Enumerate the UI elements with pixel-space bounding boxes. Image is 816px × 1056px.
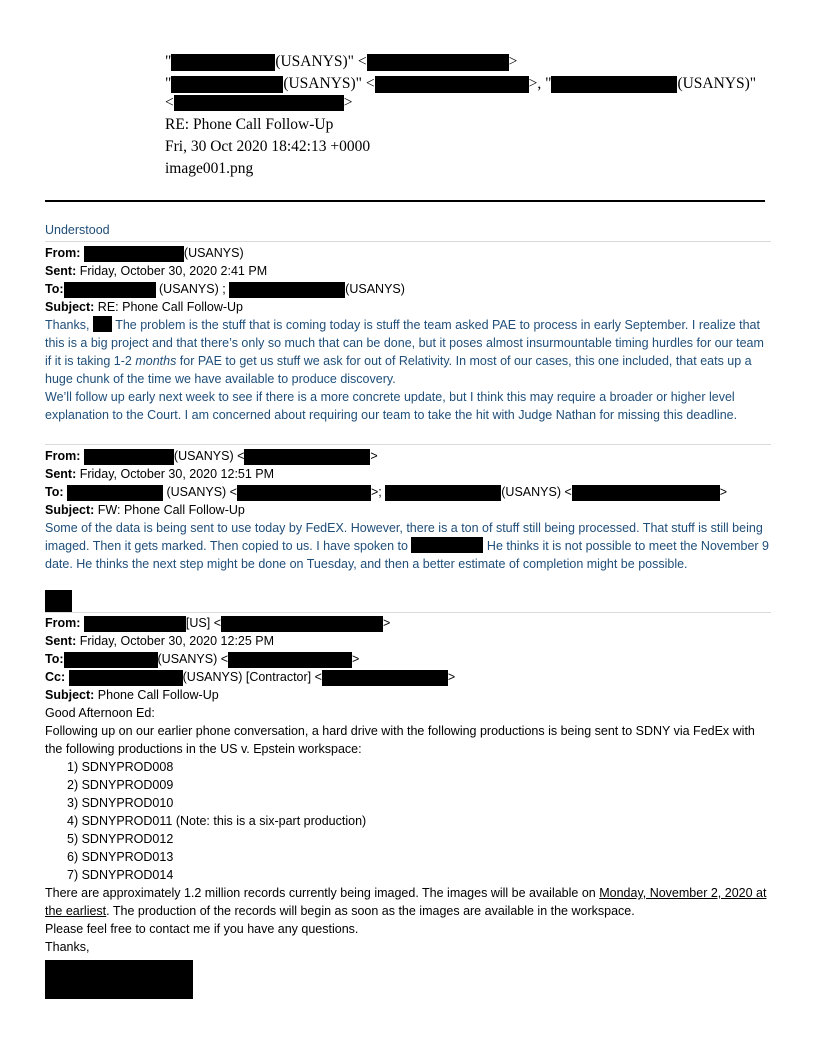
msg3-sent: Sent: Friday, October 30, 2020 12:25 PM: [45, 634, 275, 648]
redaction-block: [375, 76, 529, 93]
message-separator: [45, 612, 771, 613]
msg1-body-p2: We’ll follow up early next week to see if there is a more concrete update, but I think this may require a broader or higher level explanation to the Court. I am concerned about requiring our team to take the hit with Judge Nathan for missing this deadline.: [45, 390, 738, 422]
redaction-block: [84, 449, 174, 465]
list-item: 3) SDNYPROD010: [67, 796, 174, 810]
msg3-records: There are approximately 1.2 million records currently being imaged. The images will be available on Monday, November 2, 2020 at the earliest. The production of the records will begin as soon as the images are available in the workspace.: [45, 886, 767, 918]
msg1-subject: Subject: RE: Phone Call Follow-Up: [45, 300, 243, 314]
message-separator: [45, 241, 771, 242]
redaction-block: [367, 54, 509, 71]
redacted-signature: [45, 590, 72, 612]
msg3-signoff: Thanks,: [45, 940, 90, 954]
redaction-block: [84, 616, 186, 632]
header-subject: RE: Phone Call Follow-Up: [165, 116, 334, 133]
header-inline-images: image001.png: [165, 160, 254, 177]
msg1-from: From: (USANYS): [45, 246, 244, 260]
redaction-block: [244, 449, 370, 465]
redaction-block: [67, 485, 163, 501]
redaction-block: [84, 246, 184, 262]
msg1-sent: Sent: Friday, October 30, 2020 2:41 PM: [45, 264, 268, 278]
msg3-subject: Subject: Phone Call Follow-Up: [45, 688, 219, 702]
msg3-to: To: (USANYS) < >: [45, 652, 360, 666]
redaction-block: [171, 54, 275, 71]
redaction-block: [229, 282, 345, 298]
msg3-cc: Cc: (USANYS) [Contractor] < >: [45, 670, 456, 684]
msg3-intro: Following up on our earlier phone conversation, a hard drive with the following productions is being sent to SDNY via FedEx with the following productions in the US v. Epstein workspace:: [45, 724, 755, 756]
msg2-from: From: (USANYS) < >: [45, 449, 378, 463]
redaction-block: [174, 95, 344, 111]
list-item: 4) SDNYPROD011 (Note: this is a six-part production): [67, 814, 367, 828]
msg1-body-p1: Thanks, The problem is the stuff that is coming today is stuff the team asked PAE to process in early September. I realize that this is a big project and that there’s only so much that can be done, but it poses almost insurmountable timing hurdles for our team if it is taking 1-2 months for PAE to get us stuff we ask for out of Relativity. In most of our cases, this one included, that eats up a huge chunk of the time we have available to produce discovery.: [45, 318, 764, 386]
list-item: 2) SDNYPROD009: [67, 778, 174, 792]
redaction-block: [228, 652, 352, 668]
message-separator: [45, 444, 771, 445]
production-list: [67, 758, 366, 884]
list-item: 7) SDNYPROD014: [67, 868, 174, 882]
msg3-from: From: [US] < >: [45, 616, 391, 630]
redaction-block: [221, 616, 383, 632]
redacted-signature: [45, 960, 193, 999]
list-item: 5) SDNYPROD012: [67, 832, 174, 846]
msg2-body: Some of the data is being sent to use today by FedEX. However, there is a ton of stuff still being processed. That stuff is still being imaged. Then it gets marked. Then copied to us. I have spoken to He thinks it is not possible to meet the November 9 date. He thinks the next step might be done on Tuesday, and then a better estimate of completion might be possible.: [45, 521, 770, 571]
msg3-greeting: Good Afternoon Ed:: [45, 706, 155, 720]
header-date: Fri, 30 Oct 2020 18:42:13 +0000: [165, 138, 371, 155]
redaction-block: [93, 316, 112, 332]
redaction-block: [69, 670, 183, 686]
redaction-block: [64, 282, 156, 298]
list-item: 6) SDNYPROD013: [67, 850, 174, 864]
msg2-subject: Subject: FW: Phone Call Follow-Up: [45, 503, 245, 517]
redaction-block: [572, 485, 720, 501]
redaction-link[interactable]: [322, 670, 448, 686]
msg3-contact: Please feel free to contact me if you have any questions.: [45, 922, 359, 936]
redaction-block: [385, 485, 501, 501]
reply-text: Understood: [45, 223, 110, 237]
redaction-block: [237, 485, 371, 501]
document-page: " (USANYS)" < > " (USANYS)" < >, " (USANYS)" < > RE: Phone Call Follow-Up Fri, 30 Oct 2020 18:42:13 +0000 image001.png Understood From: (USANYS) Sent: Friday, October 30, 2020 2:41 PM To: (USANYS) ; (USANYS) Subject: RE: Phone Call Follow-Up Thanks, The problem is the stuff that is coming today is stuff the team asked PAE to process in early September. I realize that this is a big project and that there’s only so much that can be done, but it poses almost insurmountable timing hurdles for our team if it is taking 1-2 months for PAE to get us stuff we ask for out of Relativity. In most of our cases, this one included, that eats up a huge chunk of the time we have available to produce discovery. We’ll follow up early next week to see if there is a more concrete update, but I think this may require a broader or higher level explanation to the Court. I am concerned about requiring our team to take the hit with Judge Nathan for missing this deadline. From: (USANYS) < > Sent: Friday, October 30, 2020 12:51 PM To: (USANYS) < >; (USANYS) < > Subject: FW: Phone Call Follow-Up Some of the data is being sent to use today by FedEX. However, there is a ton of stuff still being processed. That stuff is still being imaged. Then it gets marked. Then copied to us. I have spoken to He thinks it is not possible to meet the November 9 date. He thinks the next step might be done on Tuesday, and then a better estimate of completion might be possible. From: [US] < > Sent: Friday, October 30, 2020 12:25 PM To: (USANYS) < > Cc: (USANYS) [Contractor] < > Subject: Phone Call Follow-Up Good Afternoon Ed: Following up on our earlier phone conversation, a hard drive with the following productions is being sent to SDNY via FedEx with the following productions in the US v. Epstein workspace: 1) SDNYPROD008 2) SDNYPROD009 3) SDNYPROD010 4) SDNYPROD011 (Note: this is a six-part production) 5) SDNYPROD012 6) SDNYPROD013 7) SDNYPROD014 There are approximately 1.2 million records currently being imaged. The images will be available on Monday, November 2, 2020 at the earliest. The production of the records will begin as soon as the images are available in the workspace. Please feel free to contact me if you have any questions. Thanks,: [0, 0, 816, 1056]
redaction-block: [64, 652, 158, 668]
msg1-to: To: (USANYS) ; (USANYS): [45, 282, 405, 296]
msg2-to: To: (USANYS) < >; (USANYS) < >: [45, 485, 728, 499]
redaction-block: [171, 76, 283, 93]
redaction-block: [551, 76, 677, 93]
header-divider: [45, 200, 765, 202]
msg2-sent: Sent: Friday, October 30, 2020 12:51 PM: [45, 467, 275, 481]
redaction-block: [411, 537, 483, 553]
list-item: 1) SDNYPROD008: [67, 760, 174, 774]
